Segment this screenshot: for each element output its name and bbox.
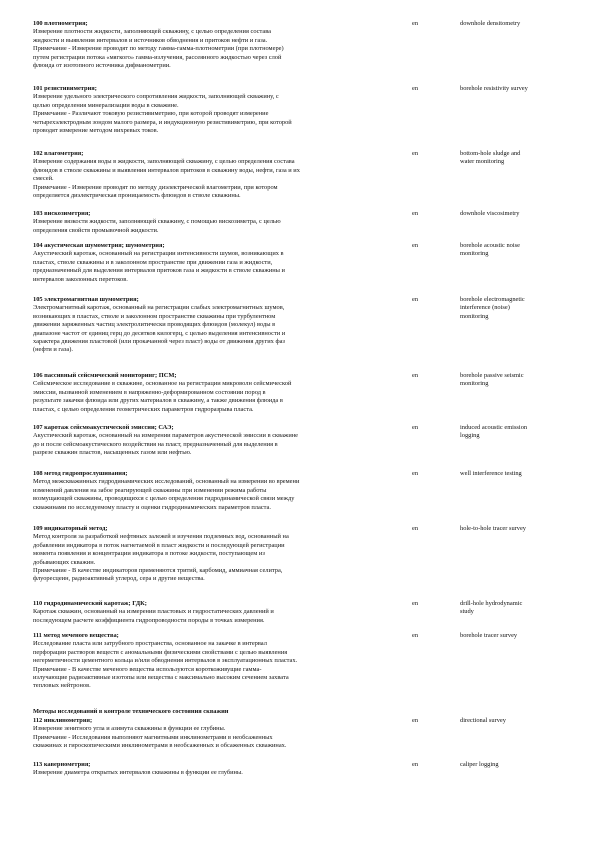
english-term-line: borehole electromagnetic [460, 296, 525, 303]
english-equivalent [460, 150, 582, 167]
language-marker: en [412, 761, 419, 768]
definition-line: скважинах и гироскопическими инклинометрами в необсаженных и обсаженных скважинах. [33, 742, 287, 750]
language-marker: en [412, 632, 419, 639]
definition-line: предназначенный для выделения интервалов притоков газа и жидкости в стволе скважины и [33, 267, 285, 275]
english-equivalent [460, 210, 582, 218]
definition-line: скважинами по исследуемому пласту и оценки гидродинамических параметров пласта. [33, 503, 271, 511]
definition-line: Примечание - Измерение проводят по методу гамма-гамма-плотнометрии (при плотномере) [33, 45, 284, 53]
definition-line: флюидов в стволе скважины и выявления интервалов притоков в скважину воды, нефти, газа и их [33, 166, 300, 174]
term-definition [33, 150, 403, 200]
english-equivalent [460, 20, 582, 28]
definition-line: до и после сейсмоакустического воздействия на пласт, предназначенный для выделения в [33, 440, 278, 448]
english-equivalent [460, 372, 582, 389]
definition-line: Измерение плотности жидкости, заполняющей скважину, с целью определения состава [33, 28, 271, 36]
term-title: 112 инклинометрия; [33, 717, 93, 724]
term-title: 109 индикаторный метод; [33, 525, 108, 532]
definition-line: Измерение зенитного угла и азимута скважины в функции ее глубины. [33, 725, 226, 733]
definition-line: флуоресцеин, радиоактивный углерод, сера и другие вещества. [33, 575, 205, 583]
definition-line: негерметичности цементного кольца и/или обводнения интервалов в эксплуатационных пластах. [33, 657, 298, 665]
english-term-line: study [460, 608, 474, 616]
definition-line: возникающих в пластах, стволе и заколонном пространстве скважины при турбулентном [33, 312, 276, 320]
definition-line: четырехэлектродным зондом малого размера, и индукционную резистивиметрию, при которой [33, 118, 292, 126]
term-definition [33, 85, 403, 135]
definition-line: Измерение удельного электрического сопротивления жидкости, заполняющей скважину, с [33, 93, 279, 101]
language-marker: en [412, 150, 419, 157]
definition-line: Акустический каротаж, основанный на измерении параметров акустической эмиссии в скважине [33, 432, 298, 440]
english-term-line: directional survey [460, 717, 506, 724]
term-title: 106 пассивный сейсмический мониторинг; ПСМ; [33, 372, 177, 379]
term-definition [33, 761, 403, 778]
definition-line: Примечание - В качестве меченого вещества используются короткоживущие гамма- [33, 665, 262, 673]
definition-line: момента появления и концентрации индикатора в потоке жидкости, поступающем из [33, 550, 265, 558]
term-title: 101 резистивиметрия; [33, 85, 97, 92]
definition-line: излучающие радиоактивные изотопы или вещества с максимально высоким сечением захвата [33, 674, 289, 682]
term-title: 113 кавернометрия; [33, 761, 91, 768]
definition-line: проводят измерение методом вихревых токов. [33, 127, 159, 135]
language-marker: en [412, 424, 419, 431]
definition-line: Примечание - Измерение проводят по методу диэлектрической влагометрии, при котором [33, 183, 278, 191]
english-equivalent [460, 424, 582, 441]
language-marker: en [412, 296, 419, 303]
language-marker: en [412, 525, 419, 532]
term-definition [33, 470, 403, 512]
english-equivalent [460, 600, 582, 617]
english-equivalent [460, 761, 582, 769]
definition-line: характера движения пластовой (или прокачанной через пласт) воды от движения других фаз [33, 338, 285, 346]
definition-line: интервалов заколонных перетоков. [33, 275, 128, 283]
definition-line: результате закачки флюида или других материалов в скважину, а также движения флюида в [33, 397, 283, 405]
english-equivalent [460, 470, 582, 478]
definition-line: смесей. [33, 175, 54, 183]
language-marker: en [412, 85, 419, 92]
english-term-line: borehole passive seismic [460, 372, 524, 379]
english-term-line: caliper logging [460, 761, 499, 768]
definition-line: определяется диэлектрическая проницаемость флюидов в стволе скважины. [33, 192, 241, 200]
term-title: 100 плотнометрия; [33, 20, 88, 27]
definition-line: Акустический каротаж, основанный на регистрации интенсивности шумов, возникающих в [33, 250, 284, 258]
definition-line: Метод межскважинных гидродинамических исследований, основанный на измерении во времени [33, 478, 300, 486]
term-title: 104 акустическая шумометрия; шумометрия; [33, 242, 165, 249]
english-term-line: downhole densitometry [460, 20, 521, 27]
definition-line: добавлении индикатора в поток нагнетаемой в пласт жидкости и последующей регистрации [33, 541, 285, 549]
term-definition [33, 632, 403, 691]
term-definition [33, 717, 403, 751]
term-definition [33, 20, 403, 70]
definition-line: последующем расчете коэффициента гидропроводности породы в точках измерения. [33, 616, 265, 624]
definition-line: путем регистрации потока «мягкого» гамма-излучения, рассеянного жидкостью через слой [33, 53, 282, 61]
english-equivalent [460, 525, 582, 533]
term-definition [33, 372, 403, 414]
definition-line: движении заряженных частиц электролитически проводящих флюидов (молекул) воды в [33, 321, 276, 329]
definition-line: тепловых нейтронов. [33, 682, 91, 690]
section-heading: Методы исследований в контроле технического состояния скважин [33, 708, 229, 715]
term-definition [33, 210, 403, 235]
definition-line: пластах, стволе скважины и в заколонном пространстве при движении газа и жидкости, [33, 258, 273, 266]
term-title: 102 влагометрия; [33, 150, 84, 157]
term-definition [33, 296, 403, 355]
definition-line: Измерение вязкости жидкости, заполняющей скважину, с помощью вискозиметра, с целью [33, 218, 281, 226]
english-term-line: logging [460, 432, 480, 440]
term-definition [33, 525, 403, 584]
english-term-line: borehole acoustic noise [460, 242, 520, 249]
definition-line: Измерение диаметра открытых интервалов скважины в функции ее глубины. [33, 769, 243, 777]
language-marker: en [412, 242, 419, 249]
definition-line: Каротаж скважин, основанный на измерении пластовых и гидростатических давлений и [33, 608, 274, 616]
english-term-line: downhole viscosimetry [460, 210, 520, 217]
definition-line: изменений давления на забое реагирующей скважины при изменении режима работы [33, 486, 267, 494]
english-term-line: monitoring [460, 250, 489, 258]
definition-line: Примечание - Исследования выполняют магнитными инклинометрами в необсаженных [33, 733, 273, 741]
english-term-line: drill-hole hydrodynamic [460, 600, 523, 607]
definition-line: Электромагнитный каротаж, основанный на регистрации слабых электромагнитных шумов, [33, 304, 285, 312]
term-title: 105 электромагнитная шумометрия; [33, 296, 139, 303]
definition-line: Сейсмическое исследование в скважине, основанное на регистрации микроволн сейсмической [33, 380, 292, 388]
definition-line: пластах, с целью определения геометрических параметров гидроразрыва пласта. [33, 405, 254, 413]
term-title: 110 гидродинамический каротаж; ГДК; [33, 600, 147, 607]
definition-line: целью определения минерализации воды в скважине. [33, 101, 179, 109]
language-marker: en [412, 600, 419, 607]
definition-line: эмиссии, вызванной изменением в напряженно-деформированном состоянии пород в [33, 388, 266, 396]
definition-line: Примечание - Различают токовую резистивиметрию, при которой проводят измерение [33, 110, 269, 118]
english-term-line: hole-to-hole tracer survey [460, 525, 527, 532]
term-title: 108 метод гидропрослушивания; [33, 470, 128, 477]
language-marker: en [412, 210, 419, 217]
definition-line: Метод контроля за разработкой нефтяных залежей и изучения подземных вод, основанный на [33, 533, 289, 541]
language-marker: en [412, 470, 419, 477]
english-equivalent [460, 717, 582, 725]
english-term-line: monitoring [460, 380, 489, 388]
english-term-line: monitoring [460, 312, 489, 320]
english-equivalent [460, 632, 582, 640]
definition-line: жидкости и выявления интервалов и источников обводнения и притоков нефти и газа. [33, 36, 268, 44]
term-definition [33, 424, 403, 458]
definition-line: перфорации растворов веществ с аномальными физическими свойствами с целью выявления [33, 648, 288, 656]
definition-line: определения свойств промывочной жидкости. [33, 226, 159, 234]
term-definition [33, 600, 403, 625]
definition-line: диапазоне частот от единиц герц до десятков килогерц, с целью выделения интенсивности и [33, 329, 286, 337]
definition-line: разрезе скважин пластов, насыщенных газом или нефтью. [33, 449, 192, 457]
english-term-line: water monitoring [460, 158, 505, 166]
language-marker: en [412, 20, 419, 27]
term-definition [33, 242, 403, 284]
definition-line: флюида от изотопного источника дифманометрии. [33, 62, 171, 70]
definition-line: возмущающей скважины, проводящихся с целью определения гидродинамической связи между [33, 495, 295, 503]
english-term-line: interference (noise) [460, 304, 510, 312]
english-term-line: induced acoustic emission [460, 424, 528, 431]
definition-line: Измерение содержания воды в жидкости, заполняющей скважину, с целью определения состава [33, 158, 295, 166]
english-term-line: borehole resistivity survey [460, 85, 528, 92]
english-equivalent [460, 242, 582, 259]
term-title: 111 метод меченого вещества; [33, 632, 119, 639]
term-title: 107 каротаж сейсмоакустической эмиссии; САЭ; [33, 424, 174, 431]
english-term-line: bottom-hole sludge and [460, 150, 521, 157]
english-term-line: borehole tracer survey [460, 632, 518, 639]
language-marker: en [412, 717, 419, 724]
english-equivalent [460, 85, 582, 93]
language-marker: en [412, 372, 419, 379]
term-title: 103 вискозиметрия; [33, 210, 91, 217]
english-term-line: well interference testing [460, 470, 522, 477]
definition-line: Исследование пласта или затрубного пространства, основанное на закачке в интервал [33, 640, 267, 648]
definition-line: добывающих скважин. [33, 558, 96, 566]
definition-line: Примечание - В качестве индикаторов применяются тритий, карбомид, аммиачная селитра, [33, 567, 283, 575]
definition-line: (нефти и газа). [33, 346, 73, 354]
english-equivalent [460, 296, 582, 321]
